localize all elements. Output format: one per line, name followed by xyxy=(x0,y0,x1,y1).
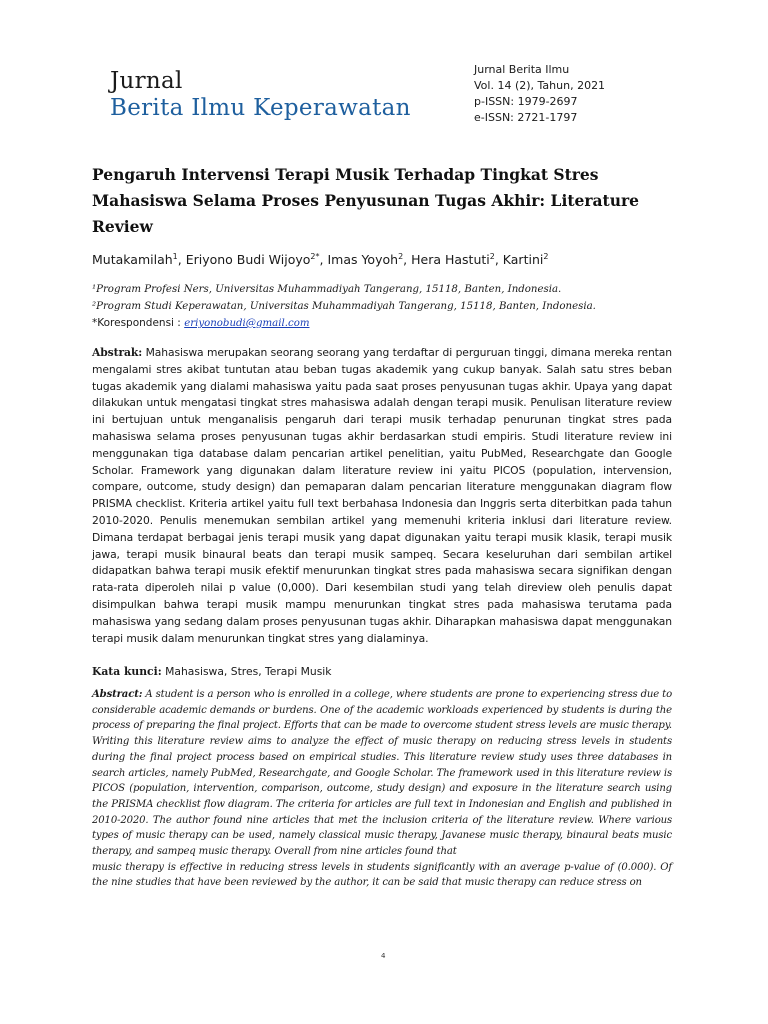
author-4: Hera Hastuti$^2$, xyxy=(411,252,503,268)
abstract-en-label: Abstract: xyxy=(92,689,143,700)
journal-pissn: p-ISSN: 1979-2697 xyxy=(474,95,578,108)
correspondence xyxy=(92,315,596,332)
page-number: 4 xyxy=(381,952,386,960)
author-5: Kartini$^2$ xyxy=(502,252,549,268)
abstract-id-text: Mahasiswa merupakan seorang seorang yang terdaftar di perguruan tinggi, dimana mereka rentan mengalami stres akibat tuntutan atau beban tugas akademik yang cukup banyak. Salah satu stres beban tugas akademik yang dialami mahasiswa yaitu pada saat proses penyusunan tugas akhir. Upaya yang dapat dilakukan untuk mengatasi tingkat stres mahasiswa adalah dengan terapi musik. Penulisan literature review ini bertujuan untuk menganalisis pengaruh dari terapi musik terhadap penurunan tingkat stres pada mahasiswa selama proses penyusunan tugas akhir berdasarkan studi empiris. Studi literature review ini menggunakan tiga database dalam pencarian artikel penelitian, yaitu PubMed, Researchgate dan Google Scholar. Framework yang digunakan dalam literature review ini yaitu PICOS (population, intervension, compare, outcome, study design) dan pemaparan dalam pencarian literature menggunakan diagram flow PRISMA checklist. Kriteria artikel yaitu full text berbahasa Indonesia dan Inggris serta diterbitkan pada tahun 2010-2020. Penulis menemukan sembilan artikel yang memenuhi kriteria inklusi dari literature review. Dimana terdapat berbagai jenis terapi musik yang dapat digunakan yaitu terapi musik klasik, terapi musik jawa, terapi musik binaural beats dan terapi musik sampeq. Secara keseluruhan dari sembilan artikel didapatkan bahwa terapi musik efektif menurunkan tingkat stres pada mahasiswa secara signifikan dengan rata-rata diperoleh nilai p value (0,000). Dari kesembilan studi yang telah direview oleh penulis dapat disimpulkan bahwa terapi musik mampu menurunkan tingkat stres pada mahasiswa terutama pada mahasiswa yang sedang dalam proses penyusunan tugas akhir. Diharapkan mahasiswa dapat menggunakan terapi musik dalam menurunkan tingkat stres yang dialaminya. xyxy=(92,346,672,645)
affiliations xyxy=(92,281,596,332)
abstract-en-text-2: music therapy is effective in reducing stress levels in students significantly with an average p-value of (0.000). Of the nine studies that have been reviewed by the author, it can be said that music therapy can reduce stress on xyxy=(92,861,672,889)
author-2: Eriyono Budi Wijoyo$^{2*}$, xyxy=(185,252,328,268)
keywords-text: Mahasiswa, Stres, Terapi Musik xyxy=(165,665,332,678)
paper-title: Pengaruh Intervensi Terapi Musik Terhadap Tingkat Stres Mahasiswa Selama Proses Penyusunan Tugas Akhir: Literature Review xyxy=(92,165,640,236)
correspondence-email-link[interactable]: eriyonobudi@gmail.com xyxy=(184,318,310,329)
journal-masthead xyxy=(110,68,411,122)
correspondence-label: *Korespondensi : xyxy=(92,317,185,329)
abstract-id-label: Abstrak: xyxy=(92,346,143,359)
journal-volume: Vol. 14 (2), Tahun, 2021 xyxy=(474,79,606,92)
journal-name: Jurnal Berita Ilmu xyxy=(474,63,570,76)
journal-eissn: e-ISSN: 2721-1797 xyxy=(474,111,578,124)
author-1: Mutakamilah$^1$, xyxy=(92,252,186,268)
abstract-indonesian xyxy=(92,345,672,647)
keywords xyxy=(92,664,332,680)
affiliation-1: ¹Program Profesi Ners, Universitas Muhammadiyah Tangerang, 15118, Banten, Indonesia. xyxy=(92,284,562,295)
affiliation-2: ²Program Studi Keperawatan, Universitas Muhammadiyah Tangerang, 15118, Banten, Indonesia. xyxy=(92,301,596,312)
journal-info xyxy=(474,62,605,126)
author-list xyxy=(92,248,548,269)
keywords-label: Kata kunci: xyxy=(92,665,162,678)
abstract-english xyxy=(92,687,672,891)
author-3: Imas Yoyoh$^2$, xyxy=(327,252,412,268)
masthead-line-2: Berita Ilmu Keperawatan xyxy=(110,95,411,121)
masthead-line-1: Jurnal xyxy=(110,68,183,94)
abstract-en-text-1: A student is a person who is enrolled in a college, where students are prone to experiencing stress due to considerable academic demands or burdens. One of the academic workloads experienced by students is during the process of preparing the final project. Efforts that can be made to overcome student stress levels are music therapy. Writing this literature review aims to analyze the effect of music therapy on reducing stress levels in students during the final project process based on empirical studies. This literature review study uses three databases in search articles, namely PubMed, Researchgate, and Google Scholar. The framework used in this literature review is PICOS (population, intervention, comparison, outcome, study design) and exposure in the literature search using the PRISMA checklist flow diagram. The criteria for articles are full text in Indonesian and English and published in 2010-2020. The author found nine articles that met the inclusion criteria of the literature review. Where various types of music therapy can be used, namely classical music therapy, Javanese music therapy, binaural beats music therapy, and sampeq music therapy. Overall from nine articles found that xyxy=(92,689,673,858)
